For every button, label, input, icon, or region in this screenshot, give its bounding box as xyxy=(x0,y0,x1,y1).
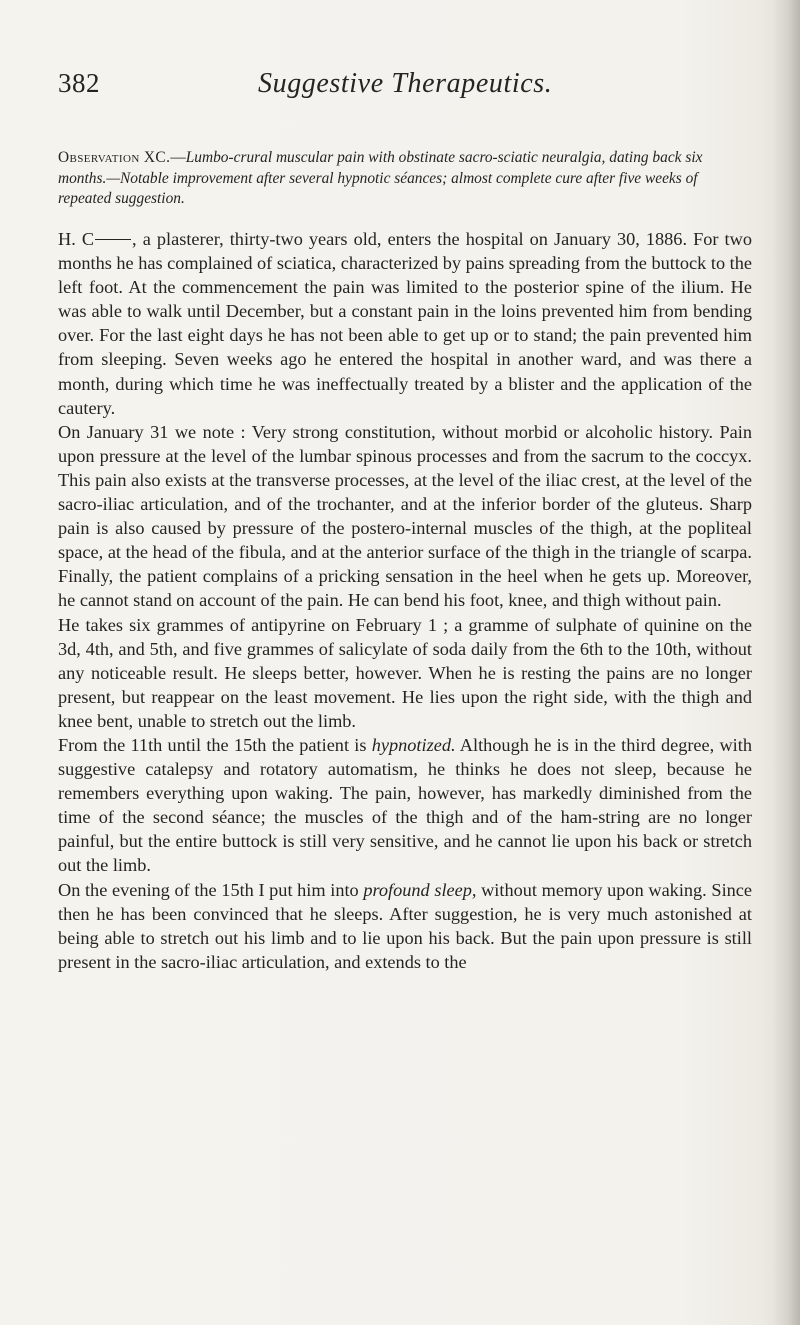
paragraph-4-start: From the 11th until the 15th the patient is xyxy=(58,734,372,755)
page-header xyxy=(58,68,758,114)
caption-separator: — xyxy=(170,149,186,166)
paragraph-1 xyxy=(58,227,752,420)
paragraph-5-start: On the evening of the 15th I put him into xyxy=(58,879,364,900)
body-text xyxy=(58,227,752,974)
name-dash xyxy=(95,239,131,240)
emphasis-profound-sleep: profound sleep, xyxy=(363,879,477,900)
observation-caption xyxy=(58,148,752,210)
paragraph-5-rest: without memory upon waking. Since then he has been convinced that he sleeps. After suggestion, he is very much astonished at being able to stretch out his limb and to lie upon his back. But the pain upon pressure is still present in the sacro-iliac articulation, and extends to the xyxy=(58,879,753,972)
paragraph-5 xyxy=(58,878,752,974)
paragraph-3: He takes six grammes of antipyrine on February 1 ; a gramme of sulphate of quinine on the 3d, 4th, and 5th, and five grammes of salicylate of soda daily from the 6th to the 10th, without any noticeable result. He sleeps better, however. When he is resting the pains are no longer present, but reappear on the least movement. He lies upon the right side, with the thigh and knee bent, unable to stretch out the limb. xyxy=(58,614,752,731)
paragraph-1-text: , a plasterer, thirty-two years old, enters the hospital on January 30, 1886. For two months he has complained of sciatica, characterized by pains spreading from the buttock to the left foot. At the commencement the pain was limited to the posterior spine of the ilium. He was able to walk until December, but a constant pain in the loins prevented him from bending over. For the last eight days he has not been able to get up or to stand; the pain prevented him from sleeping. Seven weeks ago he entered the hospital in another ward, and was there a month, during which time he was ineffectually treated by a blister and the application of the cautery. xyxy=(58,229,752,418)
paragraph-4 xyxy=(58,733,752,878)
running-title: Suggestive Therapeutics. xyxy=(258,68,553,99)
emphasis-hypnotized: hypnotized. xyxy=(371,734,456,755)
page-number: 382 xyxy=(58,68,100,98)
observation-label: Observation XC. xyxy=(58,149,171,166)
patient-name: H. C xyxy=(58,229,95,249)
paragraph-4-rest: Although he is in the third degree, with suggestive catalepsy and rotatory automatism, he thinks he does not sleep, because he remembers everything upon waking. The pain, however, has markedly diminished from the time of the second séance; the muscles of the thigh and of the ham-string are no longer painful, but the entire buttock is still very sensitive, and he cannot lie upon his back or stretch out the limb. xyxy=(58,734,752,876)
paragraph-2: On January 31 we note : Very strong constitution, without morbid or alcoholic history. Pain upon pressure at the level of the lumbar spinous processes and from the sacrum to the coccyx. This pain also exists at the transverse processes, at the level of the iliac crest, at the level of the sacro-iliac articulation, and of the trochanter, and at the inferior border of the gluteus. Sharp pain is also caused by pressure of the postero-internal muscles of the thigh, at the popliteal space, at the head of the fibula, and at the anterior surface of the thigh in the triangle of scarpa. Finally, the patient complains of a pricking sensation in the heel when he gets up. Moreover, he cannot stand on account of the pain. He can bend his foot, knee, and thigh without pain. xyxy=(58,421,752,611)
observation-summary: Lumbo-crural muscular pain with obstinate sacro-sciatic neuralgia, dating back six months.—Notable improvement after several hypnotic séances; almost complete cure after five weeks of repeated suggestion. xyxy=(58,149,703,207)
page-edge-shadow xyxy=(772,0,800,1325)
